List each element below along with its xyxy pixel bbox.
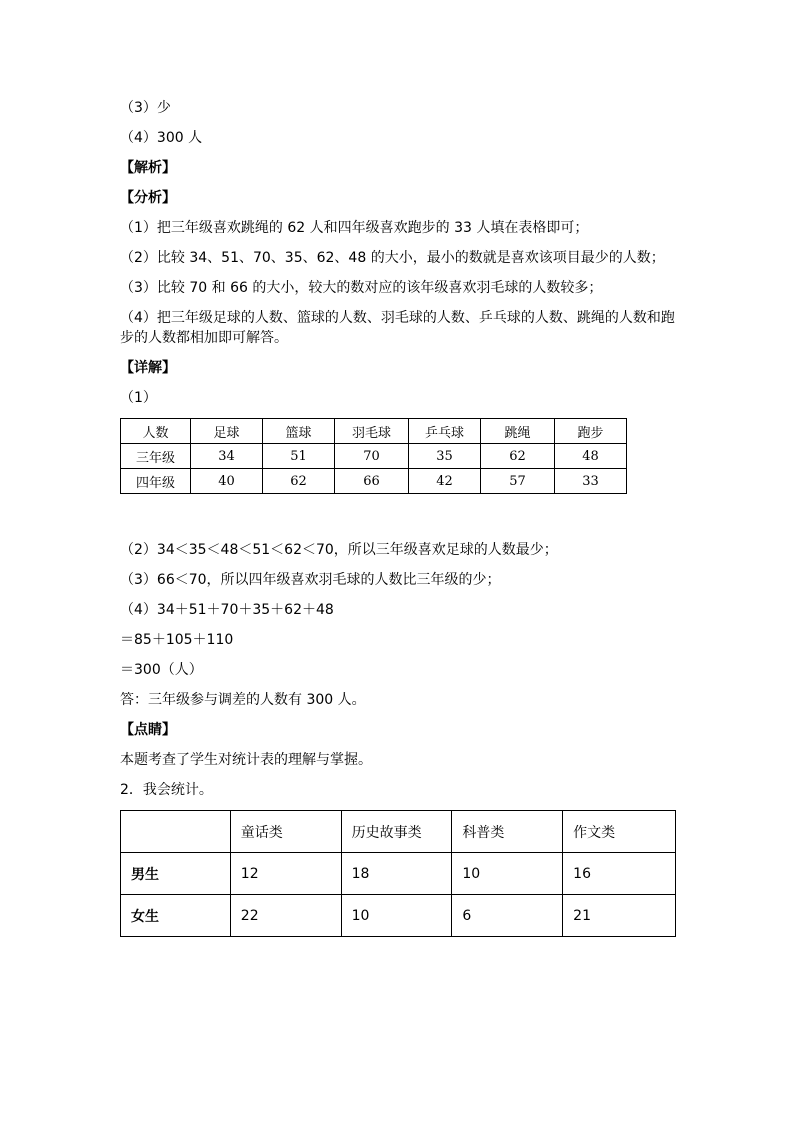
table-cell: 62: [263, 469, 335, 494]
table-cell: 10: [452, 853, 563, 895]
table-cell: 10: [341, 895, 452, 937]
table-cell: 22: [230, 895, 341, 937]
table-header-row: [121, 811, 676, 853]
table-row: [121, 444, 627, 469]
heading-jiexi: 【解析】: [120, 160, 176, 176]
table-header-cell: 人数: [121, 419, 191, 444]
table-cell: 34: [191, 444, 263, 469]
table-header-cell: 篮球: [263, 419, 335, 444]
table-cell: 70: [335, 444, 409, 469]
solution-line: 答：三年级参与调差的人数有 300 人。: [120, 692, 366, 708]
spacer: [120, 494, 680, 540]
table-cell: 四年级: [121, 469, 191, 494]
table-header-cell: 科普类: [452, 811, 563, 853]
analysis-line: （3）比较 70 和 66 的大小，较大的数对应的该年级喜欢羽毛球的人数较多；: [120, 280, 603, 296]
analysis-line: （4）把三年级足球的人数、篮球的人数、羽毛球的人数、乒乓球的人数、跳绳的人数和跑步的人数都相加即可解答。: [120, 310, 675, 346]
statistics-table-grade: [120, 418, 627, 494]
table-cell: 42: [409, 469, 481, 494]
table-cell: 18: [341, 853, 452, 895]
table-cell: 57: [481, 469, 555, 494]
table-row: [121, 853, 676, 895]
table-cell: 51: [263, 444, 335, 469]
table-header-cell: 跑步: [555, 419, 627, 444]
table-cell: 女生: [121, 895, 231, 937]
table-cell: 6: [452, 895, 563, 937]
table-header-cell: 童话类: [230, 811, 341, 853]
detail-label: （1）: [120, 390, 157, 406]
table-cell: 40: [191, 469, 263, 494]
solution-line: （2）34＜35＜48＜51＜62＜70，所以三年级喜欢足球的人数最少；: [120, 542, 558, 558]
heading-dianjing: 【点睛】: [120, 722, 176, 738]
table-header-cell: 作文类: [563, 811, 676, 853]
table-cell: 三年级: [121, 444, 191, 469]
answer-line: （4）300 人: [120, 130, 203, 146]
document-page: [120, 98, 680, 937]
table-row: [121, 469, 627, 494]
question-2-title: 2．我会统计。: [120, 782, 213, 798]
table-cell: 12: [230, 853, 341, 895]
solution-line: （3）66＜70，所以四年级喜欢羽毛球的人数比三年级的少；: [120, 572, 501, 588]
analysis-line: （2）比较 34、51、70、35、62、48 的大小，最小的数就是喜欢该项目最少的人数；: [120, 250, 665, 266]
table-header-cell: 羽毛球: [335, 419, 409, 444]
table-cell: 男生: [121, 853, 231, 895]
analysis-line: （1）把三年级喜欢跳绳的 62 人和四年级喜欢跑步的 33 人填在表格即可；: [120, 220, 589, 236]
comment-line: 本题考查了学生对统计表的理解与掌握。: [120, 752, 372, 768]
table-cell: 62: [481, 444, 555, 469]
table-cell: 33: [555, 469, 627, 494]
answer-line: （3）少: [120, 100, 171, 116]
solution-line: ＝85＋105＋110: [120, 632, 234, 648]
heading-fenxi: 【分析】: [120, 190, 176, 206]
table-row: [121, 895, 676, 937]
table-header-cell: 乒乓球: [409, 419, 481, 444]
heading-xiangjie: 【详解】: [120, 360, 176, 376]
table-cell: 16: [563, 853, 676, 895]
table-cell: 66: [335, 469, 409, 494]
solution-line: ＝300（人）: [120, 662, 203, 678]
table-cell: 21: [563, 895, 676, 937]
table-cell: 48: [555, 444, 627, 469]
table-cell: 35: [409, 444, 481, 469]
table-header-cell: [121, 811, 231, 853]
table-header-cell: 历史故事类: [341, 811, 452, 853]
statistics-table-books: [120, 810, 676, 937]
solution-line: （4）34＋51＋70＋35＋62＋48: [120, 602, 334, 618]
table-header-row: [121, 419, 627, 444]
table-header-cell: 足球: [191, 419, 263, 444]
table-header-cell: 跳绳: [481, 419, 555, 444]
